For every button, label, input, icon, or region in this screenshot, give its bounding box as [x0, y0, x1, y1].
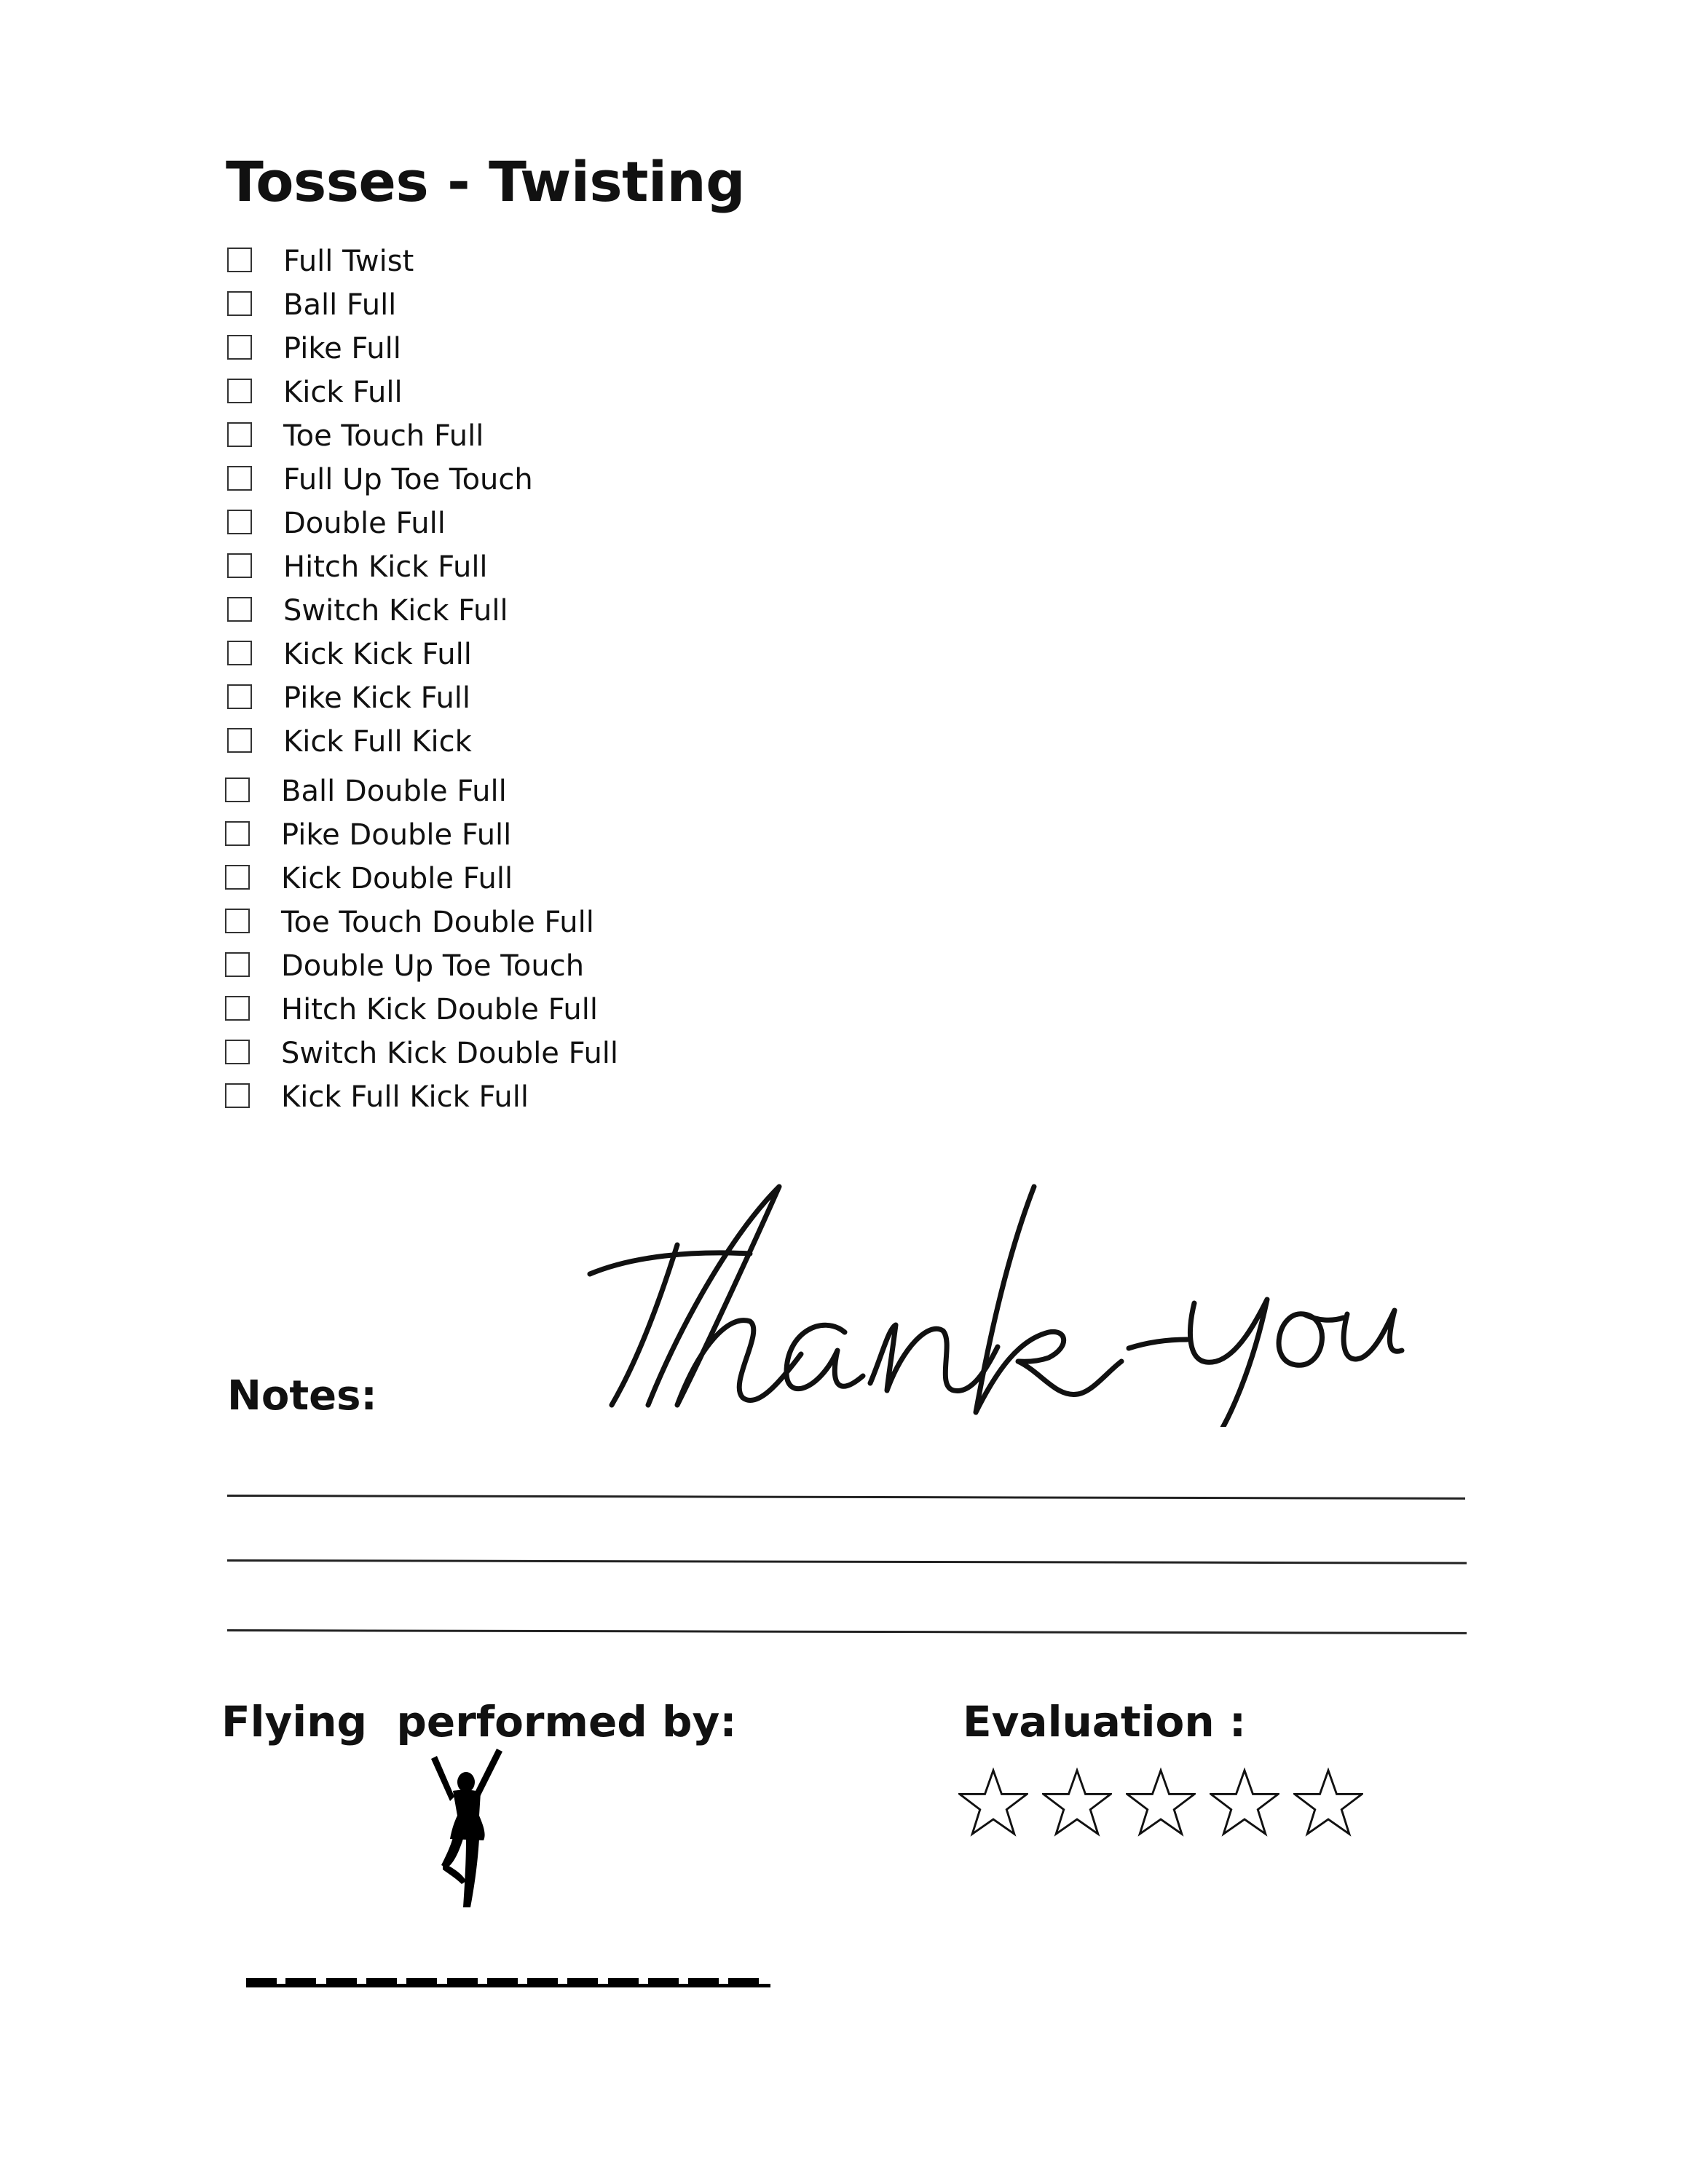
checklist-item-label: Pike Full — [283, 332, 401, 365]
checklist-item-label: Double Up Toe Touch — [281, 949, 585, 983]
checklist-item[interactable] — [0, 862, 728, 898]
checklist-item[interactable] — [0, 550, 728, 587]
checklist-item[interactable] — [0, 725, 728, 761]
checklist-item-label: Kick Kick Full — [283, 638, 472, 671]
checkbox[interactable] — [227, 553, 252, 578]
checkbox[interactable] — [227, 597, 252, 622]
checklist-item[interactable] — [0, 818, 728, 855]
checklist-item-label: Hitch Kick Full — [283, 550, 488, 584]
checklist-item-label: Pike Kick Full — [283, 681, 471, 715]
notes-line-3[interactable] — [227, 1629, 1467, 1634]
checkbox[interactable] — [227, 684, 252, 709]
checkbox[interactable] — [227, 510, 252, 534]
notes-label: Notes: — [227, 1372, 377, 1420]
star-outline-icon[interactable] — [1126, 1768, 1196, 1837]
checklist-item[interactable] — [0, 332, 728, 368]
cheerleader-silhouette-icon — [421, 1746, 508, 1913]
checkbox[interactable] — [227, 379, 252, 403]
checkbox[interactable] — [225, 865, 250, 890]
checklist-item-label: Toe Touch Full — [283, 419, 484, 453]
evaluation-stars — [958, 1768, 1366, 1840]
checklist-item-label: Kick Full Kick Full — [281, 1080, 529, 1114]
checklist-item-label: Switch Kick Full — [283, 594, 508, 628]
checklist-item-label: Switch Kick Double Full — [281, 1037, 619, 1070]
notes-line-1[interactable] — [227, 1495, 1465, 1500]
checklist-item[interactable] — [0, 1080, 728, 1117]
checklist-item[interactable] — [0, 376, 728, 412]
checklist-item[interactable] — [0, 463, 728, 499]
checklist-item-label: Double Full — [283, 507, 446, 540]
checklist-item[interactable] — [0, 638, 728, 674]
checklist-item[interactable] — [0, 949, 728, 986]
performer-signature-line[interactable] — [246, 1977, 770, 1988]
checklist-item[interactable] — [0, 594, 728, 630]
checkbox[interactable] — [225, 952, 250, 977]
checklist-item[interactable] — [0, 906, 728, 942]
checklist-item-label: Ball Full — [283, 288, 397, 322]
checkbox[interactable] — [227, 728, 252, 753]
checklist-item-label: Full Twist — [283, 245, 414, 278]
star-outline-icon[interactable] — [1042, 1768, 1112, 1837]
checklist-item[interactable] — [0, 1037, 728, 1073]
checklist-item-label: Ball Double Full — [281, 775, 507, 808]
checklist-item-label: Kick Full Kick — [283, 725, 472, 759]
checkbox[interactable] — [225, 996, 250, 1021]
checklist-item-label: Pike Double Full — [281, 818, 512, 852]
checklist-item-label: Hitch Kick Double Full — [281, 993, 598, 1026]
notes-line-2[interactable] — [227, 1559, 1467, 1564]
checkbox[interactable] — [227, 466, 252, 491]
checklist-item-label: Full Up Toe Touch — [283, 463, 533, 496]
checkbox[interactable] — [227, 422, 252, 447]
checklist-item-label: Toe Touch Double Full — [281, 906, 594, 939]
checklist-item[interactable] — [0, 419, 728, 456]
checklist-item[interactable] — [0, 288, 728, 325]
checklist-item[interactable] — [0, 775, 728, 811]
checklist-item[interactable] — [0, 681, 728, 718]
checklist-item[interactable] — [0, 507, 728, 543]
evaluation-label: Evaluation : — [963, 1697, 1247, 1746]
checkbox[interactable] — [227, 248, 252, 272]
checkbox[interactable] — [225, 821, 250, 846]
checkbox[interactable] — [225, 909, 250, 933]
checkbox[interactable] — [227, 641, 252, 665]
star-outline-icon[interactable] — [1293, 1768, 1363, 1837]
thank-you-script-graphic — [568, 1165, 1413, 1427]
star-outline-icon[interactable] — [958, 1768, 1028, 1837]
checklist-item[interactable] — [0, 245, 728, 281]
checklist-item[interactable] — [0, 993, 728, 1029]
performer-label: Flying performed by: — [221, 1697, 737, 1746]
checkbox[interactable] — [225, 1040, 250, 1064]
checklist-item-label: Kick Double Full — [281, 862, 513, 895]
checklist-item-label: Kick Full — [283, 376, 403, 409]
checkbox[interactable] — [225, 1083, 250, 1108]
checkbox[interactable] — [227, 335, 252, 360]
page-title: Tosses - Twisting — [226, 149, 746, 214]
checkbox[interactable] — [227, 291, 252, 316]
checkbox[interactable] — [225, 778, 250, 802]
star-outline-icon[interactable] — [1210, 1768, 1279, 1837]
